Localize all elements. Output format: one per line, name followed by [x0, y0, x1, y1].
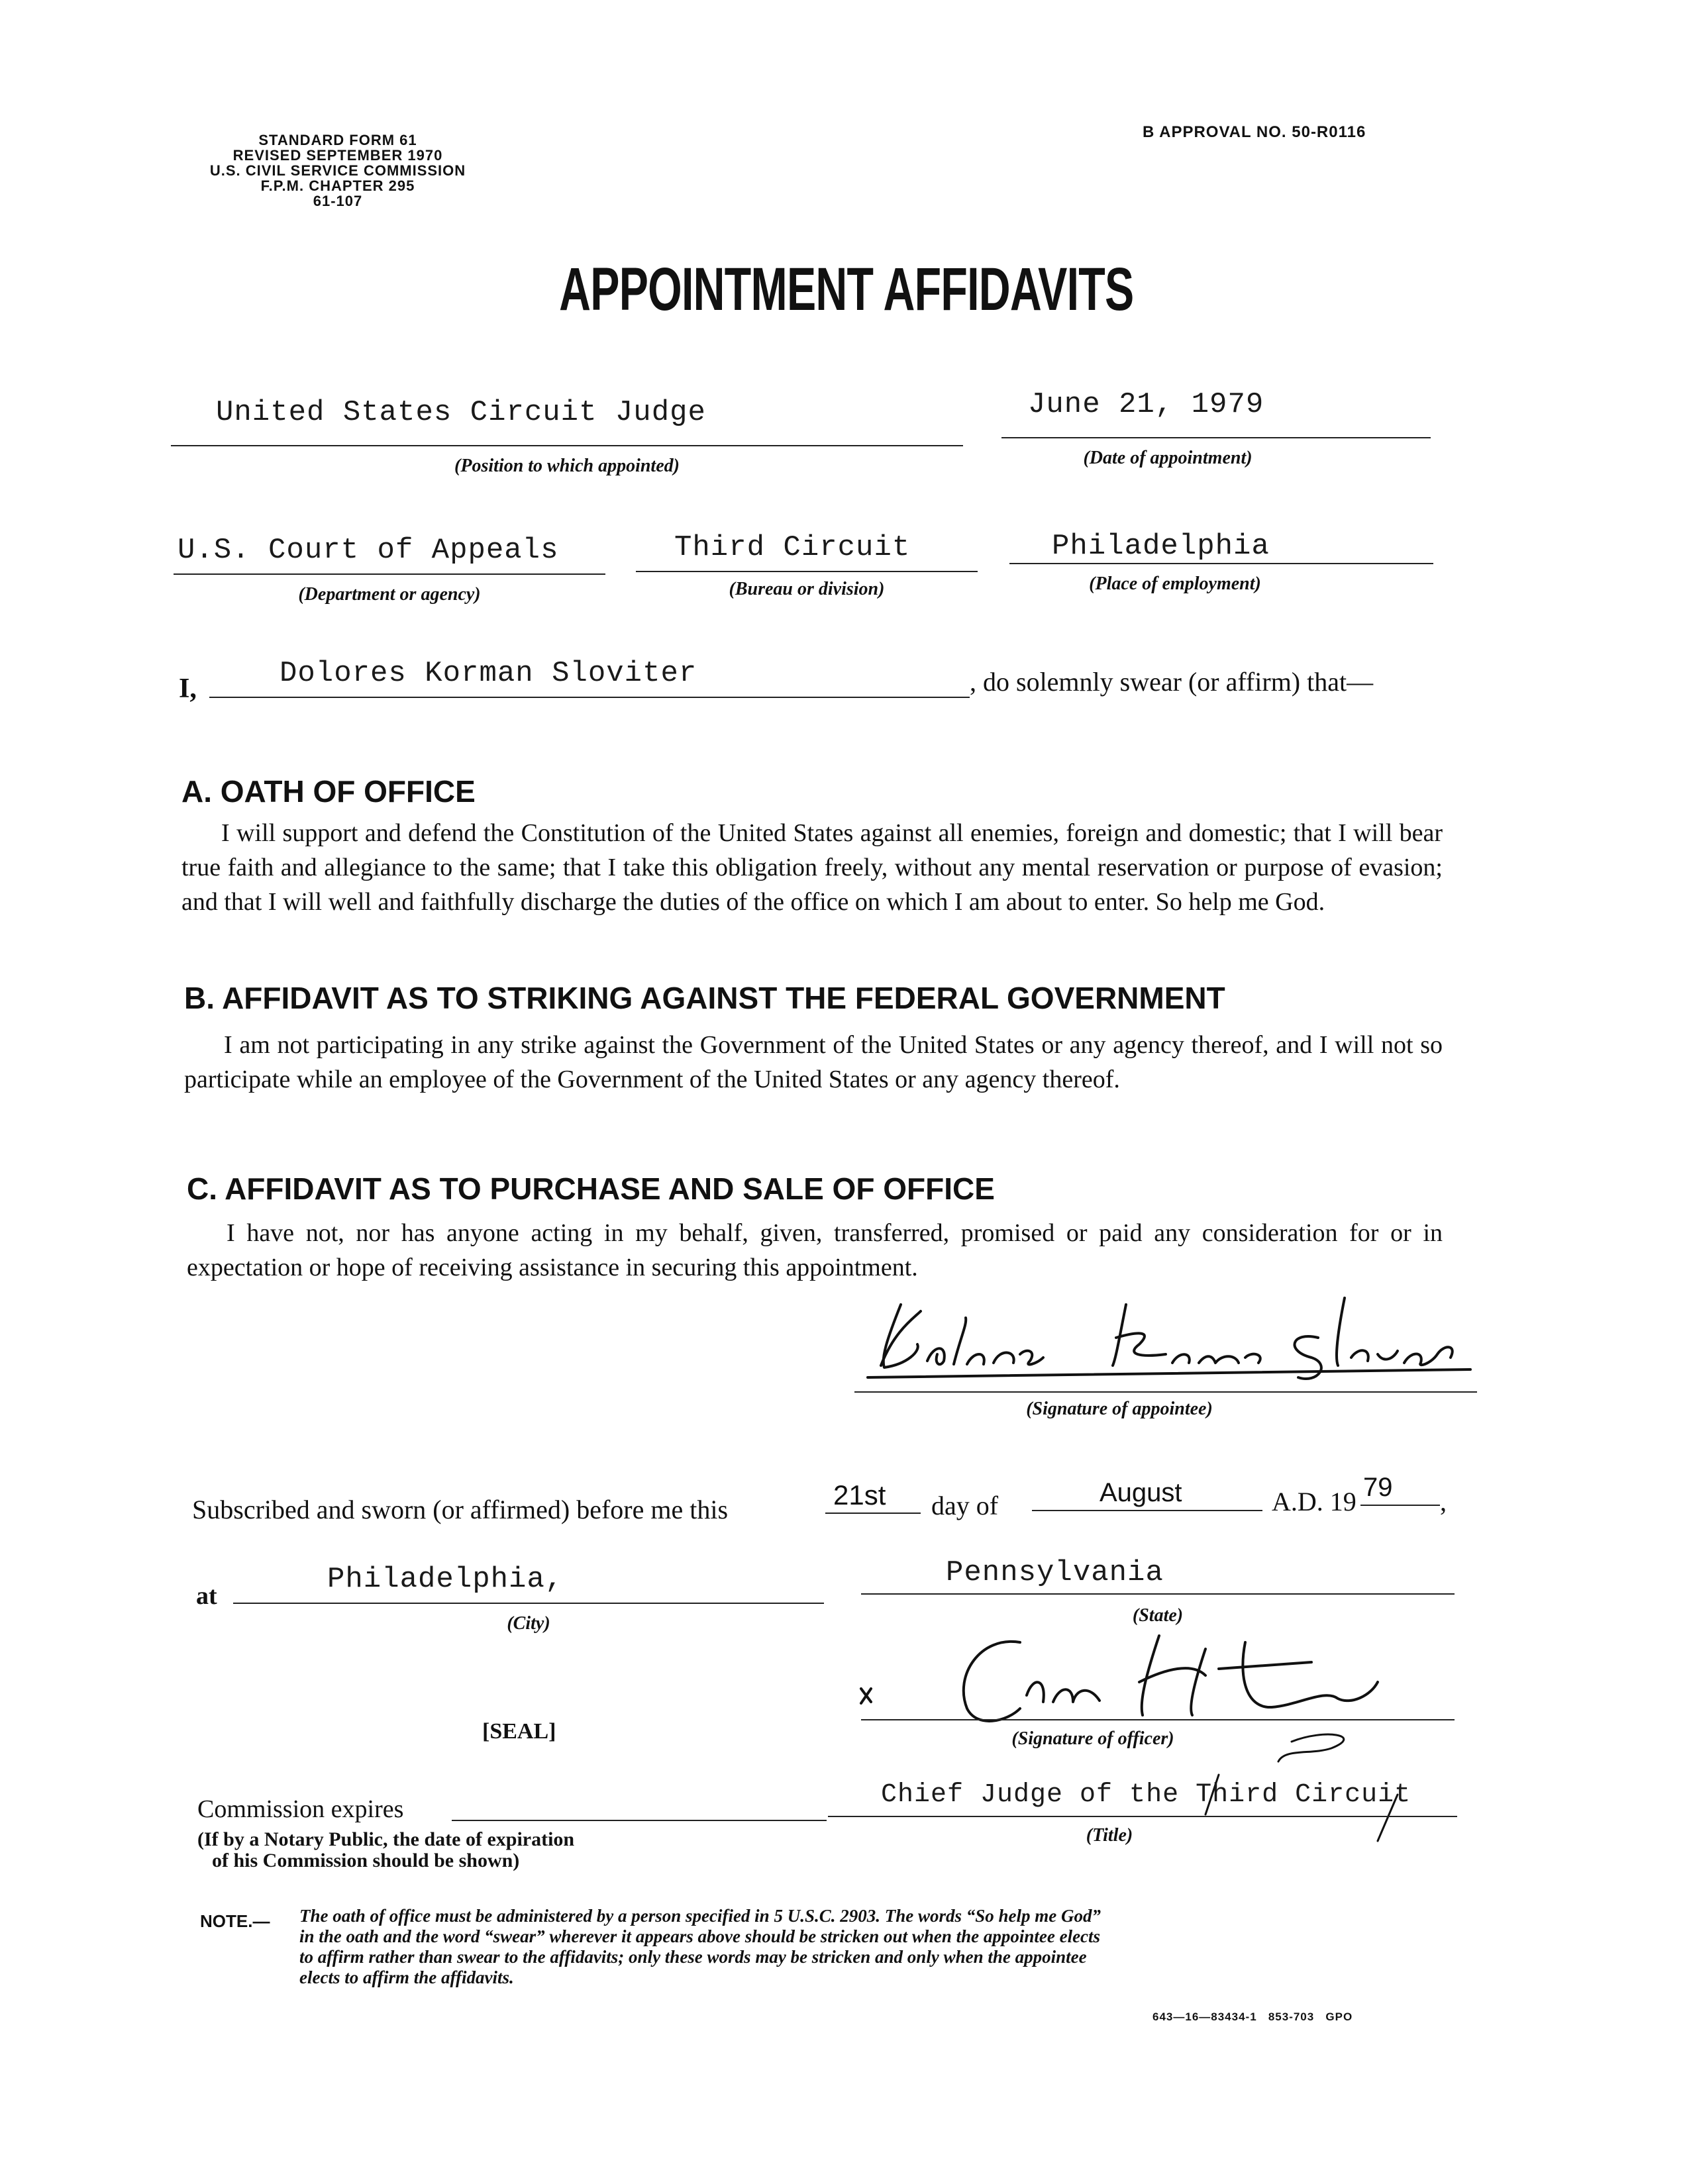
bureau-value: Third Circuit — [674, 531, 911, 564]
month-value: August — [1100, 1478, 1182, 1507]
place-line — [1009, 563, 1433, 564]
strike-text: I am not participating in any strike against the Government of the United States or any agency thereof, and I will not so participate while an employee of the Government of the United States or any agency thereof. — [184, 1031, 1443, 1093]
day-of-text: day of — [931, 1491, 999, 1520]
appointee-signature-line — [854, 1391, 1477, 1393]
position-value: United States Circuit Judge — [216, 396, 706, 429]
month-line — [1032, 1510, 1262, 1511]
form-code: 61-107 — [313, 193, 363, 209]
officer-signature-caption: (Signature of officer) — [1011, 1728, 1174, 1749]
date-caption: (Date of appointment) — [1083, 448, 1253, 468]
ad-text: A.D. 19 — [1272, 1487, 1356, 1516]
officer-signature — [848, 1622, 1457, 1735]
date-value: June 21, 1979 — [1028, 388, 1264, 421]
section-a-text — [181, 816, 1443, 919]
state-line — [861, 1593, 1455, 1595]
form-agency: U.S. CIVIL SERVICE COMMISSION — [209, 162, 466, 179]
form-identification — [166, 132, 510, 209]
city-value: Philadelphia, — [327, 1563, 564, 1596]
form-revision: REVISED SEPTEMBER 1970 — [232, 147, 443, 164]
appointee-name: Dolores Korman Sloviter — [280, 657, 697, 690]
section-c-text — [187, 1216, 1443, 1285]
commission-note-line2: of his Commission should be shown) — [212, 1850, 520, 1871]
position-caption: (Position to which appointed) — [454, 456, 680, 476]
note-line4: elects to affirm the affidavits. — [299, 1967, 514, 1987]
appointee-signature — [854, 1291, 1477, 1397]
section-b-text — [184, 1028, 1443, 1097]
form-chapter: F.P.M. CHAPTER 295 — [260, 177, 415, 194]
officer-title-caption: (Title) — [1086, 1825, 1133, 1846]
commission-note-line1: (If by a Notary Public, the date of expiration — [197, 1828, 575, 1850]
year-line — [1360, 1505, 1440, 1506]
at-label: at — [196, 1582, 217, 1610]
name-line — [209, 697, 970, 698]
place-value: Philadelphia — [1052, 530, 1270, 563]
commission-line — [452, 1820, 827, 1821]
bureau-line — [636, 571, 978, 572]
section-c-title: C. AFFIDAVIT AS TO PURCHASE AND SALE OF OFFICE — [187, 1171, 995, 1206]
officer-signature-line — [861, 1719, 1455, 1720]
position-line — [171, 445, 963, 446]
city-line — [233, 1603, 824, 1604]
form-number: STANDARD FORM 61 — [258, 132, 417, 148]
footer-code: 643—16—83434-1 853-703 GPO — [1152, 2010, 1353, 2023]
approval-number: B APPROVAL NO. 50-R0116 — [1143, 123, 1366, 141]
day-value: 21st — [833, 1479, 886, 1511]
day-line — [825, 1513, 921, 1514]
year-comma: , — [1440, 1487, 1447, 1516]
department-line — [174, 573, 605, 575]
appointee-signature-caption: (Signature of appointee) — [1026, 1399, 1213, 1419]
note-line1: The oath of office must be administered by a person specified in 5 U.S.C. 2903. The words “So help me God” — [299, 1906, 1101, 1926]
bureau-caption: (Bureau or division) — [729, 579, 885, 599]
note-text — [299, 1906, 1465, 1988]
subscribed-text: Subscribed and sworn (or affirmed) before me this — [192, 1495, 729, 1524]
note-line2: in the oath and the word “swear” wherever it appears above should be stricken out when the appointee elects — [299, 1926, 1101, 1946]
date-line — [1001, 437, 1431, 438]
note-line3: to affirm rather than swear to the affidavits; only these words may be stricken and only when the appointee — [299, 1947, 1087, 1967]
seal-label: [SEAL] — [482, 1719, 556, 1744]
year-value: 79 — [1363, 1473, 1393, 1502]
oath-text: I will support and defend the Constitution of the United States against all enemies, foreign and domestic; that I will bear true faith and allegiance to the same; that I take this obligation freely, without any mental reservation or purpose of evasion; and that I will well and faithfully discharge the duties of the office on which I am about to enter. So help me God. — [181, 819, 1443, 916]
state-caption: (State) — [1132, 1605, 1184, 1626]
commission-label: Commission expires — [197, 1795, 404, 1823]
purchase-text: I have not, nor has anyone acting in my behalf, given, transferred, promised or paid any consideration for or in expectation or hope of receiving assistance in securing this appointment. — [187, 1219, 1443, 1281]
i-prefix: I, — [179, 673, 197, 704]
section-b-title: B. AFFIDAVIT AS TO STRIKING AGAINST THE FEDERAL GOVERNMENT — [184, 981, 1225, 1015]
page-title: APPOINTMENT AFFIDAVITS — [559, 256, 1134, 323]
department-value: U.S. Court of Appeals — [178, 534, 559, 567]
section-a-title: A. OATH OF OFFICE — [181, 774, 476, 809]
officer-title-value: Chief Judge of the Third Circuit — [881, 1780, 1411, 1810]
swear-text: , do solemnly swear (or affirm) that— — [970, 667, 1374, 697]
commission-note — [197, 1829, 574, 1871]
city-caption: (City) — [507, 1613, 550, 1634]
note-label: NOTE.— — [200, 1911, 270, 1931]
state-value: Pennsylvania — [946, 1556, 1164, 1589]
department-caption: (Department or agency) — [298, 584, 481, 605]
officer-title-line — [828, 1816, 1457, 1817]
place-caption: (Place of employment) — [1089, 573, 1261, 594]
